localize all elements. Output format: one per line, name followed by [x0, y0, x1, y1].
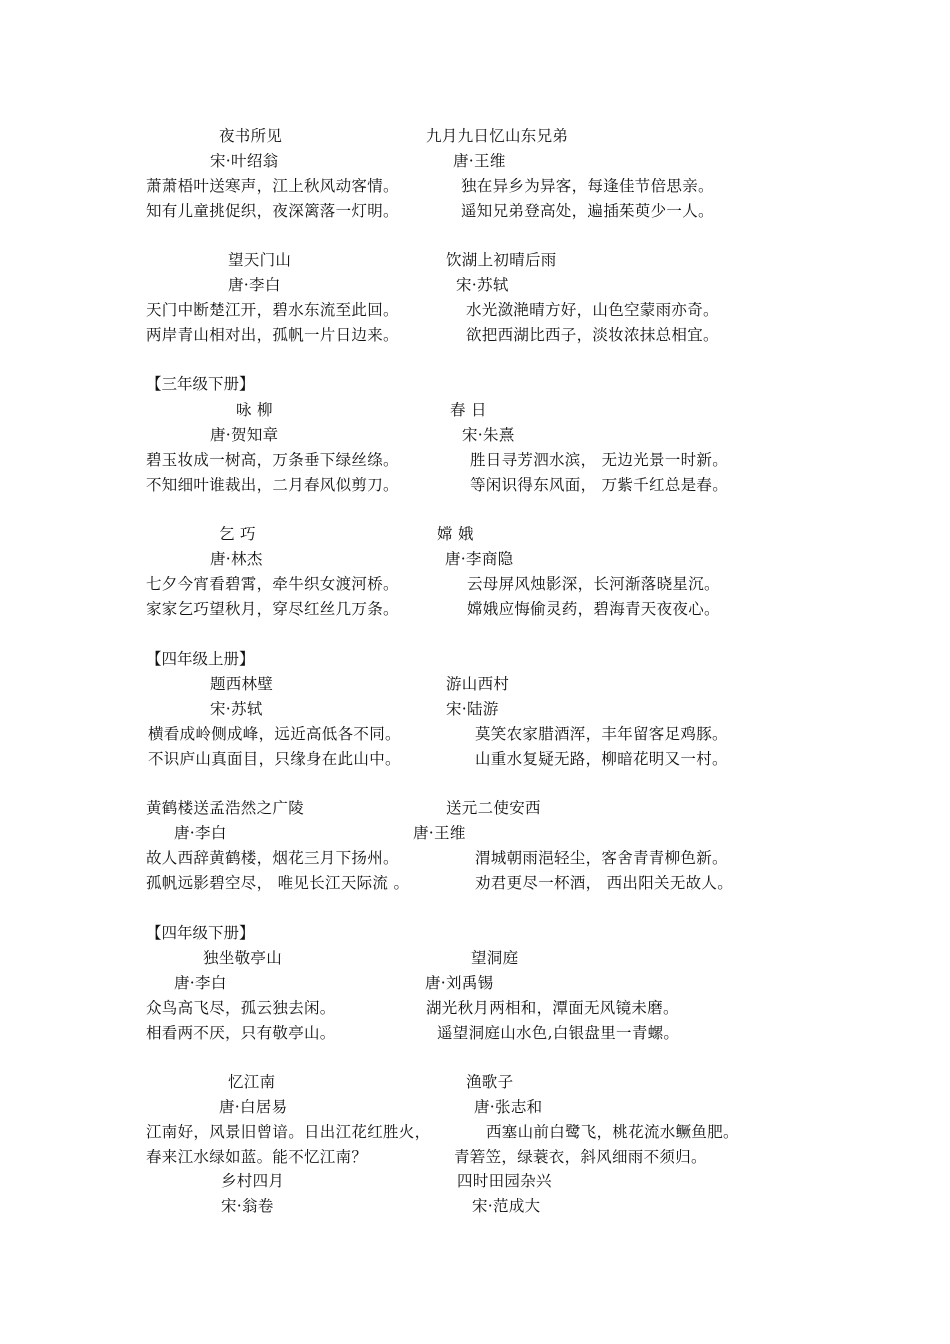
poem-line: 故人西辞黄鹤楼，烟花三月下扬州。 [146, 849, 399, 867]
poem-author: 宋·翁卷 [221, 1197, 274, 1215]
grade-section-heading: 【四年级下册】 [146, 924, 255, 942]
poem-title: 独坐敬亭山 [203, 949, 283, 967]
poem-line: 莫笑农家腊酒浑，丰年留客足鸡豚。 [475, 725, 728, 743]
poem-line: 劝君更尽一杯酒， 西出阳关无故人。 [475, 874, 734, 892]
poem-author: 唐·林杰 [210, 550, 263, 568]
poem-line: 云母屏风烛影深，长河渐落晓星沉。 [467, 575, 720, 593]
poem-title: 游山西村 [446, 675, 510, 693]
poem-line: 遥知兄弟登高处，遍插茱萸少一人。 [461, 202, 714, 220]
poem-title: 夜书所见 [219, 127, 283, 145]
poem-author: 唐·王维 [413, 824, 466, 842]
poem-title: 嫦 娥 [437, 525, 474, 543]
poem-line: 不知细叶谁裁出，二月春风似剪刀。 [146, 476, 399, 494]
poem-title: 望洞庭 [471, 949, 519, 967]
poem-line: 等闲识得东风面， 万紫千红总是春。 [470, 476, 729, 494]
poem-line: 湖光秋月两相和，潭面无风镜未磨。 [426, 999, 679, 1017]
poem-author: 宋·朱熹 [462, 426, 515, 444]
poem-line: 孤帆远影碧空尽， 唯见长江天际流 。 [146, 874, 410, 892]
poem-line: 春来江水绿如蓝。能不忆江南？ [146, 1148, 368, 1166]
poem-author: 唐·李白 [174, 974, 227, 992]
poem-line: 嫦娥应悔偷灵药，碧海青天夜夜心。 [467, 600, 720, 618]
poem-title: 四时田园杂兴 [457, 1172, 552, 1190]
poem-line: 七夕今宵看碧霄，牵牛织女渡河桥。 [146, 575, 399, 593]
poem-title: 黄鹤楼送孟浩然之广陵 [146, 799, 305, 817]
poem-line: 胜日寻芳泗水滨， 无边光景一时新。 [470, 451, 729, 469]
poem-line: 水光潋滟晴方好，山色空蒙雨亦奇。 [466, 301, 719, 319]
poem-author: 唐·李白 [228, 276, 281, 294]
poem-author: 唐·贺知章 [210, 426, 279, 444]
poem-author: 宋·苏轼 [210, 700, 263, 718]
poem-author: 唐·李商隐 [445, 550, 514, 568]
poem-author: 唐·白居易 [219, 1098, 288, 1116]
poem-line: 独在异乡为异客，每逢佳节倍思亲。 [461, 177, 714, 195]
poem-line: 众鸟高飞尽，孤云独去闲。 [146, 999, 336, 1017]
poem-line: 两岸青山相对出，孤帆一片日边来。 [146, 326, 399, 344]
poem-line: 西塞山前白鹭飞，桃花流水鳜鱼肥。 [486, 1123, 739, 1141]
poem-author: 宋·叶绍翁 [210, 152, 279, 170]
grade-section-heading: 【四年级上册】 [146, 650, 255, 668]
poem-line: 不识庐山真面目，只缘身在此山中。 [148, 750, 401, 768]
poem-title: 九月九日忆山东兄弟 [426, 127, 569, 145]
poem-line: 家家乞巧望秋月，穿尽红丝几万条。 [146, 600, 399, 618]
poem-author: 唐·张志和 [474, 1098, 543, 1116]
poem-title: 乡村四月 [221, 1172, 285, 1190]
poem-line: 欲把西湖比西子，淡妆浓抹总相宜。 [466, 326, 719, 344]
poem-line: 碧玉妆成一树高，万条垂下绿丝绦。 [146, 451, 399, 469]
poem-title: 忆江南 [228, 1073, 276, 1091]
poem-author: 唐·王维 [453, 152, 506, 170]
poem-title: 乞 巧 [219, 525, 256, 543]
poem-line: 青箬笠，绿蓑衣，斜风细雨不须归。 [454, 1148, 707, 1166]
poem-author: 宋·范成大 [472, 1197, 541, 1215]
poem-author: 宋·苏轼 [456, 276, 509, 294]
poem-author: 宋·陆游 [446, 700, 499, 718]
poem-line: 天门中断楚江开，碧水东流至此回。 [146, 301, 399, 319]
grade-section-heading: 【三年级下册】 [146, 375, 255, 393]
poem-title: 望天门山 [228, 251, 292, 269]
poem-title: 咏 柳 [236, 401, 273, 419]
poem-title: 送元二使安西 [446, 799, 541, 817]
poem-line: 江南好，风景旧曾谙。日出江花红胜火， [146, 1123, 431, 1141]
poem-line: 知有儿童挑促织，夜深篱落一灯明。 [146, 202, 399, 220]
poem-line: 相看两不厌，只有敬亭山。 [146, 1024, 336, 1042]
poem-line: 山重水复疑无路，柳暗花明又一村。 [475, 750, 728, 768]
poem-author: 唐·刘禹锡 [425, 974, 494, 992]
poem-line: 萧萧梧叶送寒声，江上秋风动客情。 [146, 177, 399, 195]
poem-line: 遥望洞庭山水色,白银盘里一青螺。 [437, 1024, 680, 1042]
poem-title: 饮湖上初晴后雨 [446, 251, 557, 269]
poem-title: 渔歌子 [466, 1073, 514, 1091]
poem-line: 渭城朝雨浥轻尘，客舍青青柳色新。 [475, 849, 728, 867]
poem-author: 唐·李白 [174, 824, 227, 842]
poem-title: 题西林壁 [210, 675, 274, 693]
poem-line: 横看成岭侧成峰，远近高低各不同。 [148, 725, 401, 743]
poem-title: 春 日 [450, 401, 487, 419]
